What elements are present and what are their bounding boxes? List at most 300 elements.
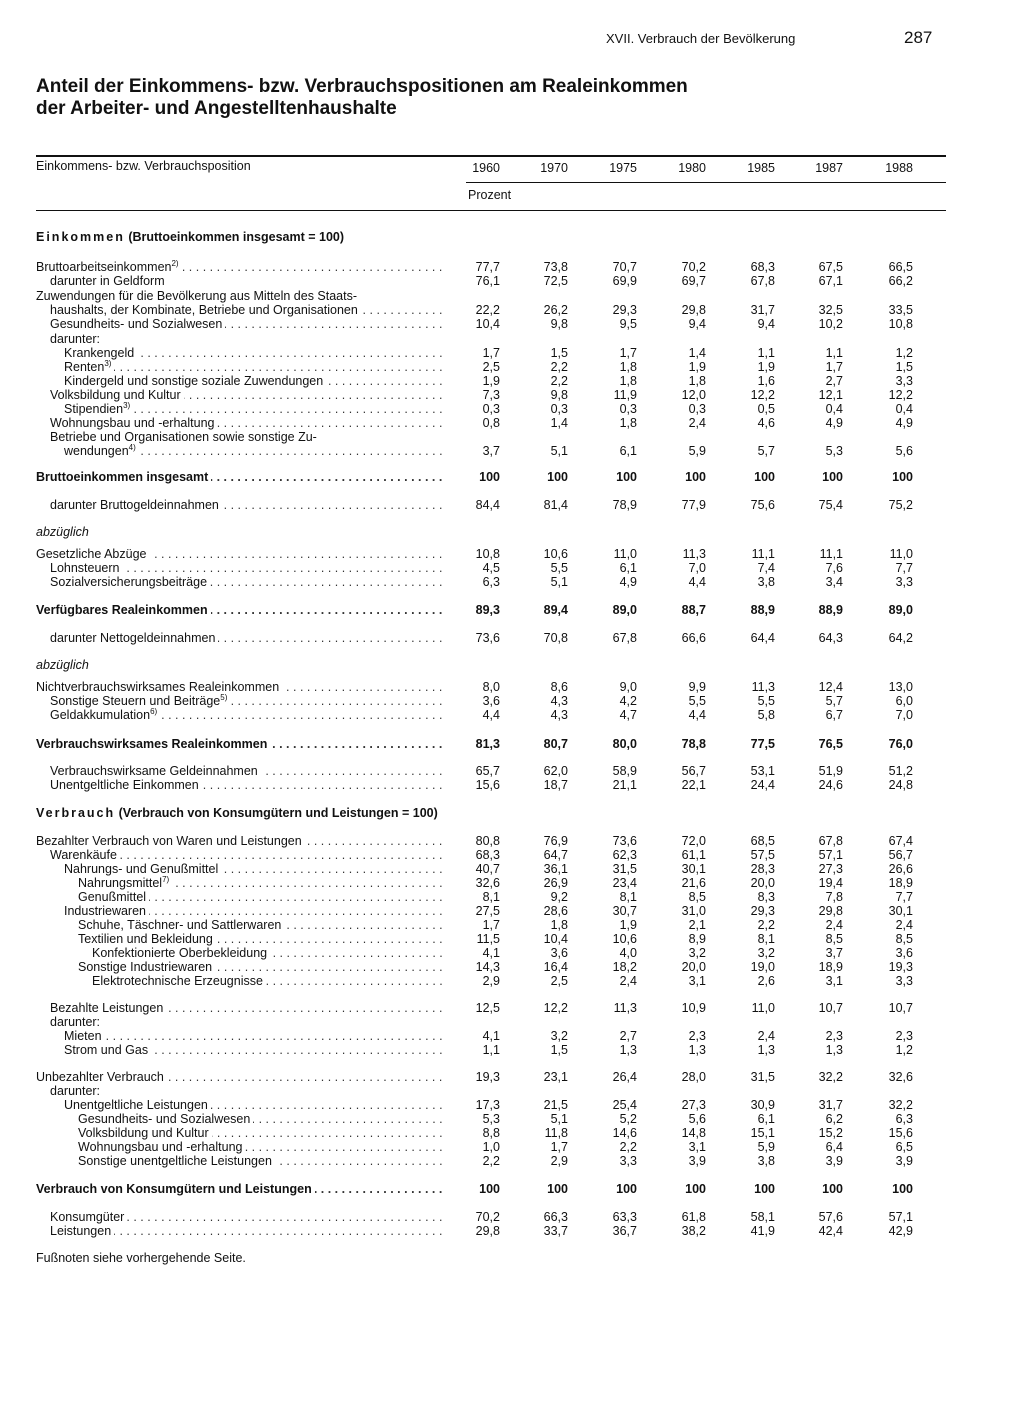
value-1988: 57,1 [888,1210,913,1224]
row-label-text [36,834,305,848]
value-1987: 19,4 [818,876,843,890]
value-1988: 10,7 [888,1001,913,1015]
value-1985: 7,4 [757,561,775,575]
value-1987: 3,9 [825,1154,843,1168]
value-1980: 9,4 [688,317,706,331]
value-1970: 9,8 [550,388,568,402]
title-line-1: Anteil der Einkommens- bzw. Verbrauchspositionen am Realeinkommen [36,76,688,97]
value-1975: 4,0 [619,946,637,960]
value-1987: 6,2 [825,1112,843,1126]
label-text: Verbrauchswirksame Geldeinnahmen [50,764,258,778]
table-row [0,469,1024,485]
value-1975: 11,9 [613,388,637,402]
value-1960: 89,3 [475,603,500,617]
value-1985: 4,6 [757,416,775,430]
value-1985: 53,1 [750,764,775,778]
value-1960: 10,4 [475,317,500,331]
label-text: Mieten [64,1029,102,1043]
value-1987: 12,4 [818,680,843,694]
value-1987: 76,5 [818,737,843,751]
value-1985: 11,3 [751,680,775,694]
value-1960: 4,5 [482,561,500,575]
value-1960: 68,3 [475,848,500,862]
label-text: darunter: [50,1084,101,1098]
value-1980: 72,0 [681,834,706,848]
value-1980: 1,9 [688,360,706,374]
label-text: Bruttoeinkommen insgesamt [36,470,209,484]
value-1975: 11,3 [613,1001,637,1015]
value-1970: 2,9 [550,1154,568,1168]
value-1975: 2,2 [619,1140,637,1154]
value-1987: 7,8 [825,890,843,904]
value-1980: 28,0 [681,1070,706,1084]
value-1985: 3,8 [757,1154,775,1168]
value-1988: 5,6 [895,444,913,458]
label-text: Bruttoarbeitseinkommen [36,260,172,274]
value-1960: 22,2 [475,303,500,317]
row-label-text [64,862,221,876]
value-1980: 10,9 [681,1001,706,1015]
value-1988: 26,6 [888,862,913,876]
value-1975: 26,4 [612,1070,637,1084]
value-1987: 31,7 [818,1098,843,1112]
row-label [78,1153,446,1169]
value-1988: 100 [892,1182,913,1196]
label-text: Zuwendungen für die Bevölkerung aus Mitteln des Staats- [36,289,358,303]
value-1980: 9,9 [688,680,706,694]
value-1985: 1,1 [757,346,775,360]
value-1970: 5,1 [550,575,568,589]
value-1987: 67,5 [818,260,843,274]
label-text: Kindergeld und sonstige soziale Zuwendungen [64,374,324,388]
value-1960: 10,8 [475,547,500,561]
value-1960: 32,6 [475,876,500,890]
row-label-text [92,974,266,988]
row-label-text [50,274,168,288]
value-1988: 66,2 [888,274,913,288]
value-1988: 4,9 [895,416,913,430]
label-text: Gesundheits- und Sozialwesen [50,317,223,331]
value-1975: 80,0 [612,737,637,751]
value-1988: 32,2 [888,1098,913,1112]
value-1985: 5,8 [757,708,775,722]
value-1980: 0,3 [688,402,706,416]
value-1975: 18,2 [612,960,637,974]
value-1980: 29,8 [681,303,706,317]
value-1970: 10,4 [543,932,568,946]
value-1985: 58,1 [750,1210,775,1224]
value-1985: 2,4 [757,1029,775,1043]
table-row [0,1223,1024,1239]
unit-label: Prozent [468,188,512,202]
value-1975: 2,4 [619,974,637,988]
value-1970: 70,8 [543,631,568,645]
value-1960: 27,5 [475,904,500,918]
value-1980: 8,9 [688,932,706,946]
value-1985: 88,9 [750,603,775,617]
value-1980: 5,9 [688,444,706,458]
row-label [36,229,536,245]
row-label-text [50,1224,114,1238]
footnote-marker: 7) [162,875,170,884]
table-row [0,574,1024,590]
value-1987: 6,4 [825,1140,843,1154]
value-1987: 0,4 [825,402,843,416]
value-1980: 2,3 [688,1029,706,1043]
value-1975: 6,1 [619,561,637,575]
value-1985: 64,4 [750,631,775,645]
value-1985: 31,5 [750,1070,775,1084]
value-1987: 10,2 [818,317,843,331]
value-1975: 1,3 [619,1043,637,1057]
value-1988: 67,4 [888,834,913,848]
value-1975: 23,4 [612,876,637,890]
value-1960: 2,2 [482,1154,500,1168]
value-1987: 32,2 [818,1070,843,1084]
row-label [36,602,446,618]
row-label-text [78,1140,245,1154]
value-1970: 1,5 [550,346,568,360]
value-1970: 21,5 [543,1098,568,1112]
label-text: Stipendien [64,402,124,416]
value-1980: 61,1 [681,848,706,862]
value-1960: 4,4 [482,708,500,722]
label-text: Unentgeltliche Einkommen [50,778,199,792]
row-label-text [50,575,210,589]
value-1960: 1,1 [482,1043,500,1057]
value-1985: 24,4 [750,778,775,792]
row-label-text [50,1001,166,1015]
value-1985: 67,8 [750,274,775,288]
value-1970: 1,7 [550,1140,568,1154]
label-text: Nichtverbrauchswirksames Realeinkommen [36,680,280,694]
value-1960: 0,3 [482,402,500,416]
row-label-text [50,631,218,645]
row-label-text [50,1015,103,1029]
value-1960: 7,3 [482,388,500,402]
value-1987: 1,3 [825,1043,843,1057]
row-label-text [36,547,150,561]
label-text: abzüglich [36,658,89,672]
row-label-text [64,1098,211,1112]
value-1970: 81,4 [543,498,568,512]
value-1980: 5,6 [688,1112,706,1126]
row-label-text [78,1112,253,1126]
value-1960: 14,3 [475,960,500,974]
row-label-text [50,317,225,331]
value-1975: 31,5 [612,862,637,876]
label-text: Volksbildung und Kultur [78,1126,209,1140]
value-1960: 17,3 [475,1098,500,1112]
label-text: Bezahlter Verbrauch von Waren und Leistungen [36,834,302,848]
value-1975: 0,3 [619,402,637,416]
label-text: Strom und Gas [64,1043,149,1057]
value-1980: 3,1 [688,974,706,988]
value-1970: 66,3 [543,1210,568,1224]
table-row [0,736,1024,752]
value-1980: 30,1 [681,862,706,876]
value-1988: 10,8 [888,317,913,331]
row-label [36,1181,446,1197]
value-1988: 56,7 [888,848,913,862]
value-1988: 18,9 [888,876,913,890]
value-1960: 5,3 [482,1112,500,1126]
value-1975: 9,5 [619,317,637,331]
value-1988: 33,5 [888,303,913,317]
value-1987: 100 [822,1182,843,1196]
value-1970: 26,2 [543,303,568,317]
value-1988: 3,9 [895,1154,913,1168]
row-label-text [50,303,361,317]
label-text: Sonstige Industriewaren [78,960,213,974]
section-keyword: Einkommen [36,230,125,244]
row-label-text [92,946,270,960]
value-1980: 70,2 [681,260,706,274]
label-text: Textilien und Bekleidung [78,932,213,946]
value-1960: 1,0 [482,1140,500,1154]
value-1988: 1,2 [895,1043,913,1057]
value-1987: 51,9 [818,764,843,778]
value-1988: 3,6 [895,946,913,960]
label-text: Verbrauch von Konsumgütern und Leistungen [36,1182,312,1196]
value-1975: 1,8 [619,374,637,388]
table-row [0,273,1024,289]
value-1985: 75,6 [750,498,775,512]
value-1975: 67,8 [612,631,637,645]
row-label-text [50,1084,103,1098]
value-1987: 2,4 [825,918,843,932]
value-1987: 64,3 [818,631,843,645]
value-1975: 2,7 [619,1029,637,1043]
value-1988: 3,3 [895,575,913,589]
value-1975: 6,1 [619,444,637,458]
value-1988: 76,0 [888,737,913,751]
value-1985: 8,3 [757,890,775,904]
value-1988: 6,3 [895,1112,913,1126]
value-1970: 64,7 [543,848,568,862]
row-label-text [50,430,320,444]
value-1987: 75,4 [818,498,843,512]
value-1980: 21,6 [681,876,706,890]
label-text: Leistungen [50,1224,112,1238]
row-label-text [78,876,172,890]
value-1970: 4,3 [550,708,568,722]
value-1987: 27,3 [818,862,843,876]
value-1980: 2,4 [688,416,706,430]
label-text: darunter Nettogeldeinnahmen [50,631,216,645]
row-label [36,736,446,752]
label-text: wendungen [64,444,129,458]
value-1980: 69,7 [681,274,706,288]
value-1960: 73,6 [475,631,500,645]
value-1975: 100 [616,470,637,484]
value-1985: 6,1 [757,1112,775,1126]
value-1988: 3,3 [895,374,913,388]
value-1988: 75,2 [888,498,913,512]
value-1988: 51,2 [888,764,913,778]
value-1980: 11,3 [682,547,706,561]
table-row [0,316,1024,332]
row-label-text [64,444,139,458]
value-1987: 24,6 [818,778,843,792]
value-1970: 8,6 [550,680,568,694]
value-1960: 77,7 [475,260,500,274]
row-label-text [64,1029,105,1043]
value-1960: 8,8 [482,1126,500,1140]
row-label-text [78,1154,275,1168]
value-1960: 0,8 [482,416,500,430]
label-text: Verbrauchswirksames Realeinkommen [36,737,268,751]
value-1988: 3,3 [895,974,913,988]
label-text: Krankengeld [64,346,135,360]
value-1980: 27,3 [681,1098,706,1112]
table-row [0,707,1024,723]
value-1970: 76,9 [543,834,568,848]
value-1960: 2,5 [482,360,500,374]
value-1985: 0,5 [757,402,775,416]
value-1975: 100 [616,1182,637,1196]
value-1970: 1,5 [550,1043,568,1057]
value-1960: 1,9 [482,374,500,388]
value-1960: 40,7 [475,862,500,876]
value-1985: 12,2 [750,388,775,402]
value-1987: 3,4 [825,575,843,589]
label-text: Konsumgüter [50,1210,125,1224]
value-1988: 19,3 [888,960,913,974]
row-label-text [78,960,215,974]
value-1980: 3,1 [688,1140,706,1154]
value-1975: 4,7 [619,708,637,722]
value-1987: 4,9 [825,416,843,430]
value-1970: 80,7 [543,737,568,751]
value-1980: 100 [685,1182,706,1196]
row-label-text [50,416,217,430]
value-1980: 8,5 [688,890,706,904]
value-1975: 58,9 [612,764,637,778]
value-1960: 8,1 [482,890,500,904]
value-1988: 6,5 [895,1140,913,1154]
value-1985: 9,4 [757,317,775,331]
row-label-text [50,764,261,778]
value-1985: 57,5 [750,848,775,862]
label-text: Wohnungsbau und -erhaltung [78,1140,243,1154]
value-1987: 29,8 [818,904,843,918]
row-label [36,657,446,673]
row-label-text [50,694,230,708]
value-1960: 65,7 [475,764,500,778]
value-1987: 2,3 [825,1029,843,1043]
value-1985: 68,3 [750,260,775,274]
row-label [50,630,446,646]
footnote: Fußnoten siehe vorhergehende Seite. [36,1251,246,1265]
value-1975: 29,3 [612,303,637,317]
label-text: Warenkäufe [50,848,117,862]
label-text: Konfektionierte Oberbekleidung [92,946,268,960]
row-label [50,777,446,793]
value-1985: 28,3 [750,862,775,876]
value-1960: 3,7 [482,444,500,458]
row-label [50,574,446,590]
label-text: Unbezahlter Verbrauch [36,1070,164,1084]
section-heading [0,229,1024,245]
value-1960: 1,7 [482,918,500,932]
value-1970: 1,4 [550,416,568,430]
value-1970: 9,8 [550,317,568,331]
row-label-text [50,388,184,402]
value-1988: 1,2 [895,346,913,360]
value-1970: 10,6 [543,547,568,561]
row-label-text [64,904,149,918]
value-1970: 23,1 [543,1070,568,1084]
value-1980: 1,8 [688,374,706,388]
value-1985: 15,1 [750,1126,775,1140]
value-1980: 14,8 [681,1126,706,1140]
value-1960: 76,1 [475,274,500,288]
value-1980: 66,6 [681,631,706,645]
value-1970: 5,1 [550,444,568,458]
row-label-text [50,498,222,512]
value-1980: 7,0 [688,561,706,575]
value-1987: 6,7 [825,708,843,722]
section-keyword: Verbrauch [36,806,116,820]
value-1975: 63,3 [612,1210,637,1224]
value-1988: 1,5 [895,360,913,374]
value-1960: 81,3 [475,737,500,751]
row-label-text [50,561,123,575]
value-1987: 67,8 [818,834,843,848]
value-1987: 1,1 [825,346,843,360]
footnote-marker: 4) [128,443,136,452]
value-1980: 3,9 [688,1154,706,1168]
label-text: Verfügbares Realeinkommen [36,603,208,617]
value-1960: 2,9 [482,974,500,988]
value-1985: 11,1 [751,547,775,561]
value-1987: 2,7 [825,374,843,388]
row-label-text [50,708,160,722]
value-1960: 80,8 [475,834,500,848]
table-row [0,657,1024,673]
value-1975: 11,0 [613,547,637,561]
row-label [92,973,446,989]
value-1960: 4,1 [482,946,500,960]
section-description: (Verbrauch von Konsumgütern und Leistungen = 100) [115,806,438,820]
value-1980: 88,7 [681,603,706,617]
value-1960: 12,5 [475,1001,500,1015]
value-1960: 100 [479,470,500,484]
table-row [0,630,1024,646]
value-1975: 25,4 [612,1098,637,1112]
value-1975: 8,1 [619,890,637,904]
value-1960: 3,6 [482,694,500,708]
value-1970: 1,8 [550,918,568,932]
label-text: darunter: [50,1015,101,1029]
value-1975: 36,7 [612,1224,637,1238]
value-1988: 32,6 [888,1070,913,1084]
row-label-text [36,260,182,274]
value-1988: 8,5 [895,932,913,946]
value-1988: 15,6 [888,1126,913,1140]
value-1985: 2,2 [757,918,775,932]
row-label-text [36,470,211,484]
value-1970: 26,9 [543,876,568,890]
row-label-text [36,603,211,617]
value-1975: 4,9 [619,575,637,589]
value-1987: 88,9 [818,603,843,617]
value-1975: 1,9 [619,918,637,932]
label-text: Betriebe und Organisationen sowie sonstige Zu- [50,430,317,444]
year-header-1988: 1988 [885,161,913,175]
value-1975: 70,7 [612,260,637,274]
